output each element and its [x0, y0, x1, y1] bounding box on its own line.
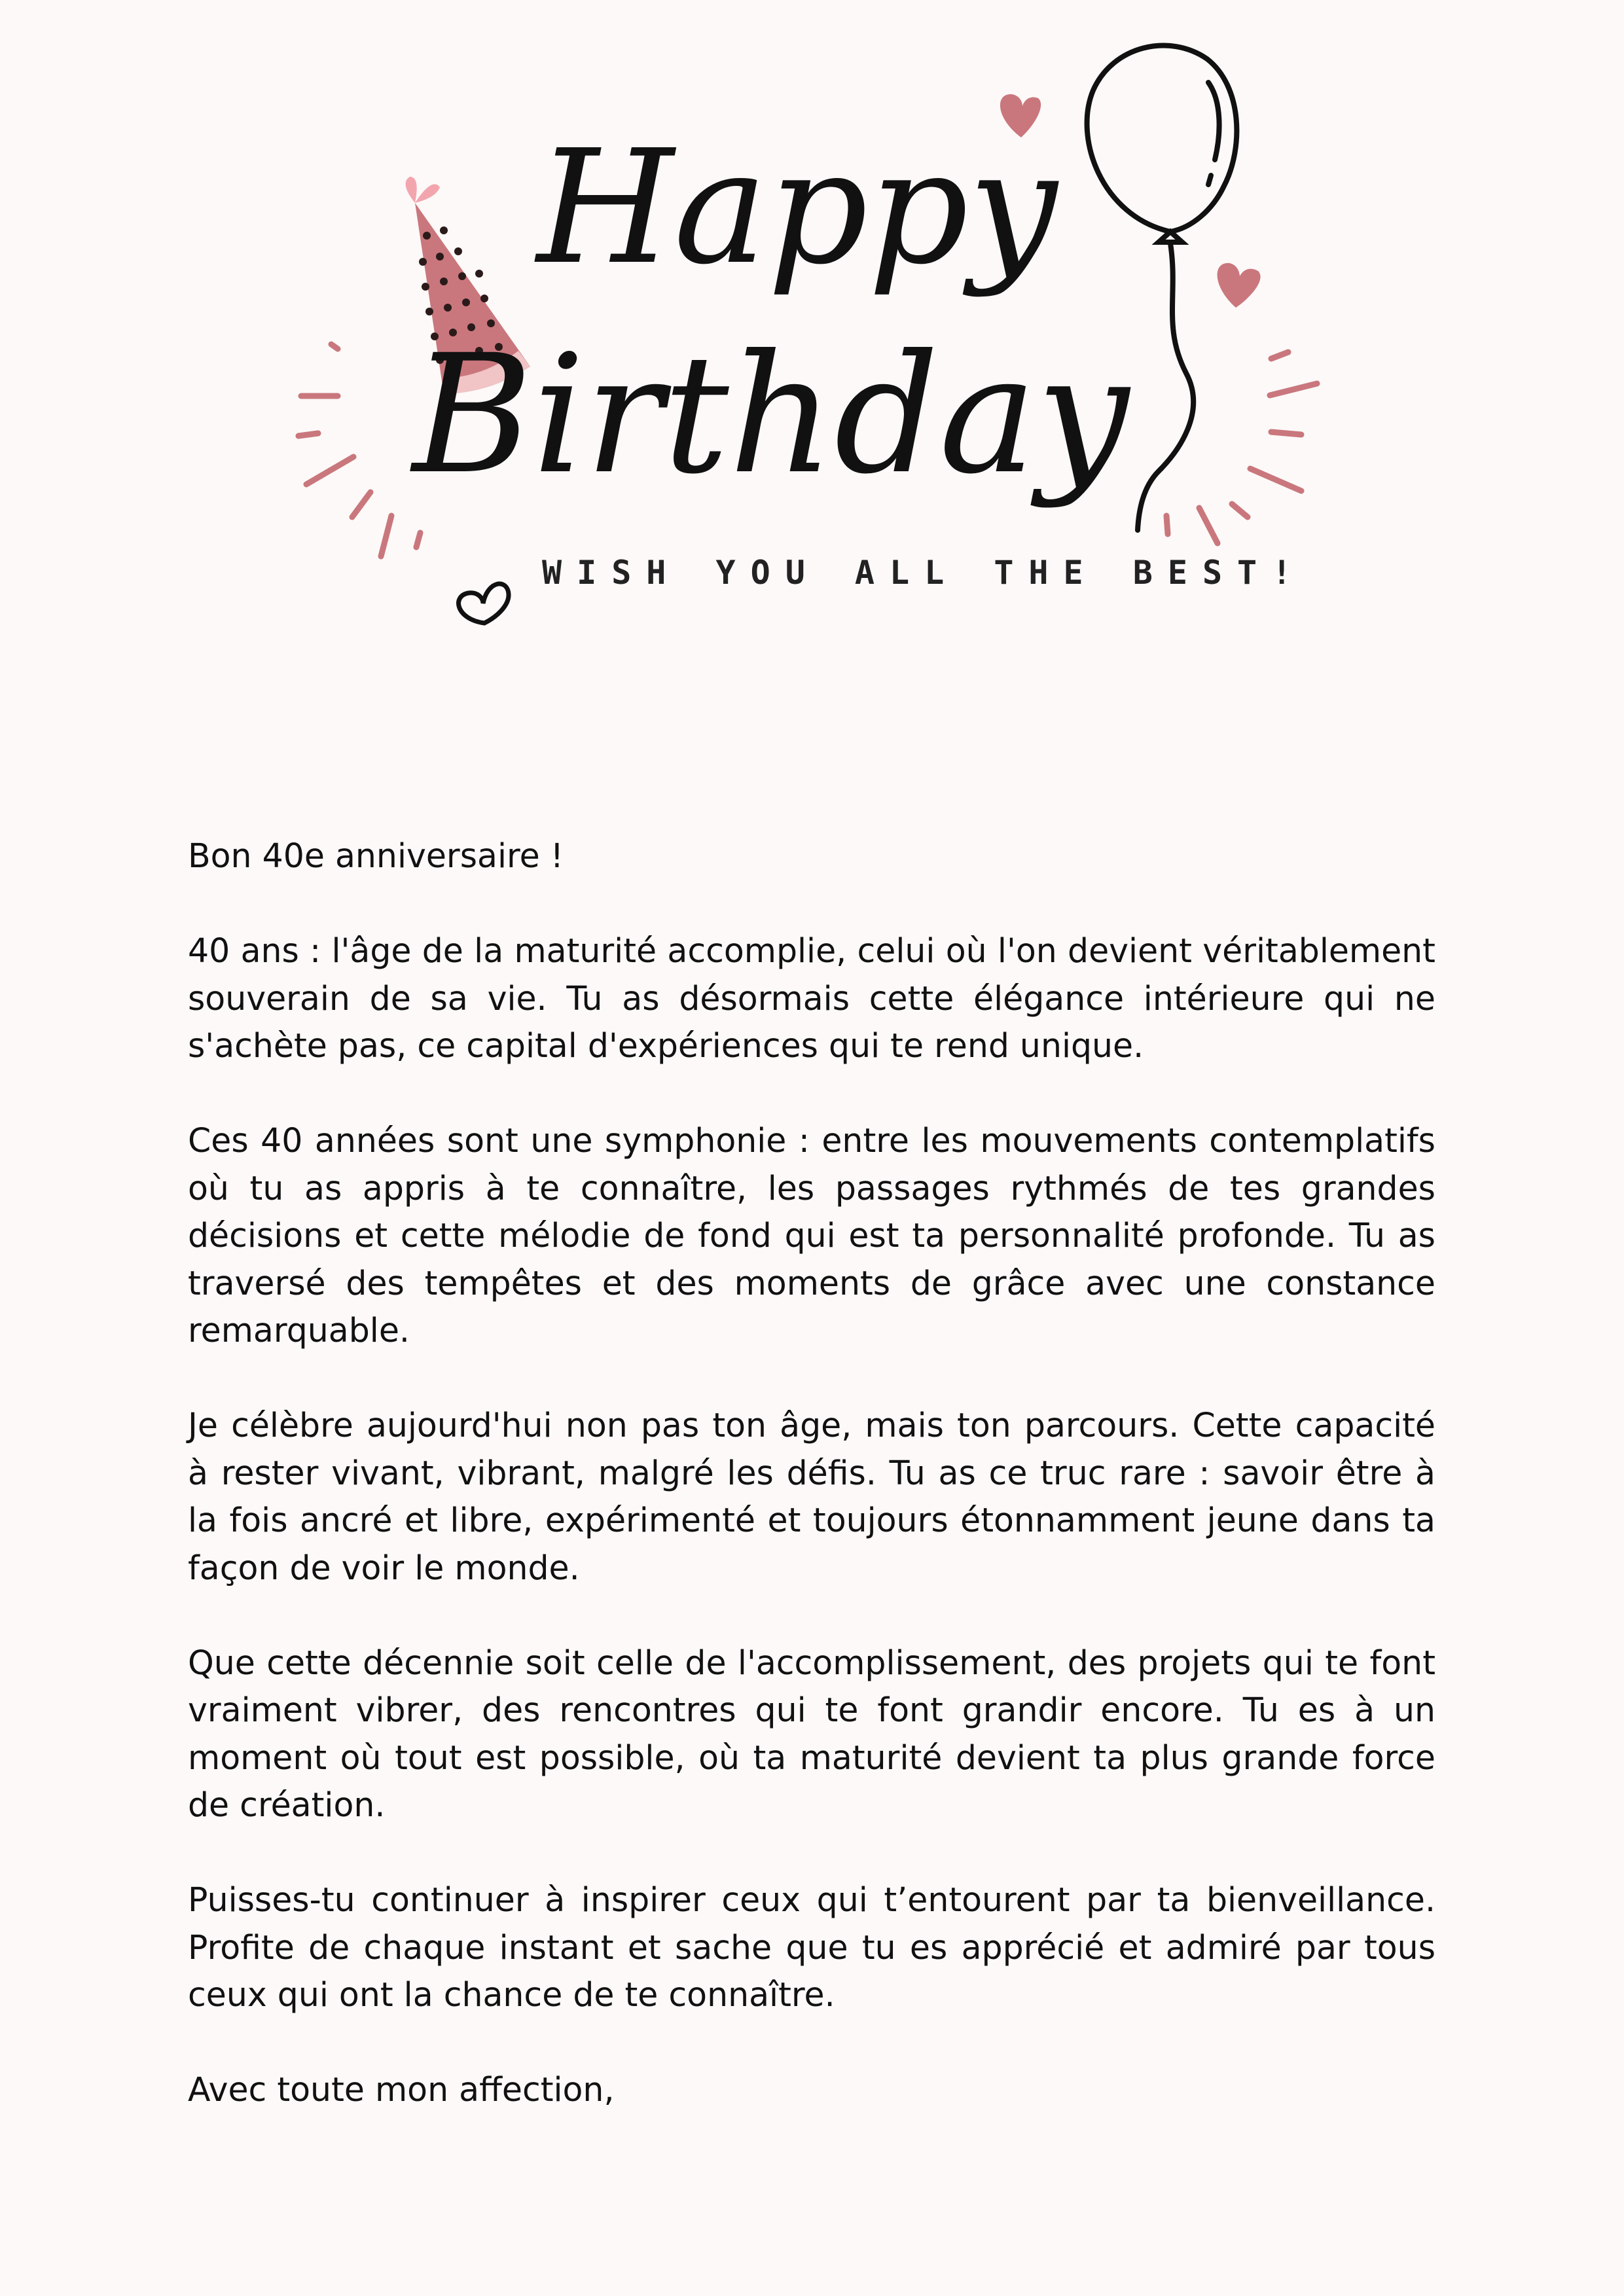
title-happy: Happy — [537, 116, 1058, 299]
heart-outline-icon — [459, 584, 509, 623]
confetti-rays-left — [298, 344, 420, 556]
letter-paragraph-5: Puisses-tu continuer à inspirer ceux qui t’entourent par ta bienveillance. Profite de chaque instant et sache que tu es apprécié et admiré par tous ceux qui ont la chance de te connaître. — [188, 1880, 1435, 2014]
letter-body — [188, 833, 1435, 2161]
letter-paragraph-3: Je célèbre aujourd'hui non pas ton âge, mais ton parcours. Cette capacité à rester vivant, vibrant, malgré les défis. Tu as ce truc rare : savoir être à la fois ancré et libre, expérimenté et toujours étonnamment jeune dans ta façon de voir le monde. — [188, 1406, 1435, 1587]
heart-icon — [1218, 263, 1261, 308]
birthday-header-art — [275, 20, 1335, 648]
title-birthday: Birthday — [412, 319, 1129, 510]
letter-greeting: Bon 40e anniversaire ! — [188, 836, 564, 875]
tagline: WISH YOU ALL THE BEST! — [542, 554, 1307, 592]
letter-paragraph-4: Que cette décennie soit celle de l'accomplissement, des projets qui te font vraiment vibrer, des rencontres qui te font grandir encore. Tu es à un moment où tout est possible, où ta maturité devient ta plus grande force de création. — [188, 1643, 1435, 1824]
letter-paragraph-1: 40 ans : l'âge de la maturité accomplie, celui où l'on devient véritablement souverain de sa vie. Tu as désormais cette élégance intérieure qui ne s'achète pas, ce capital d'expériences qui te rend unique. — [188, 931, 1435, 1065]
letter-closing: Avec toute mon affection, — [188, 2070, 615, 2109]
letter-paragraph-2: Ces 40 années sont une symphonie : entre les mouvements contemplatifs où tu as appris à te connaître, les passages rythmés de tes grandes décisions et cette mélodie de fond qui est ta personnalité profonde. Tu as traversé des tempêtes et des moments de grâce avec une constance remarquable. — [188, 1121, 1435, 1350]
